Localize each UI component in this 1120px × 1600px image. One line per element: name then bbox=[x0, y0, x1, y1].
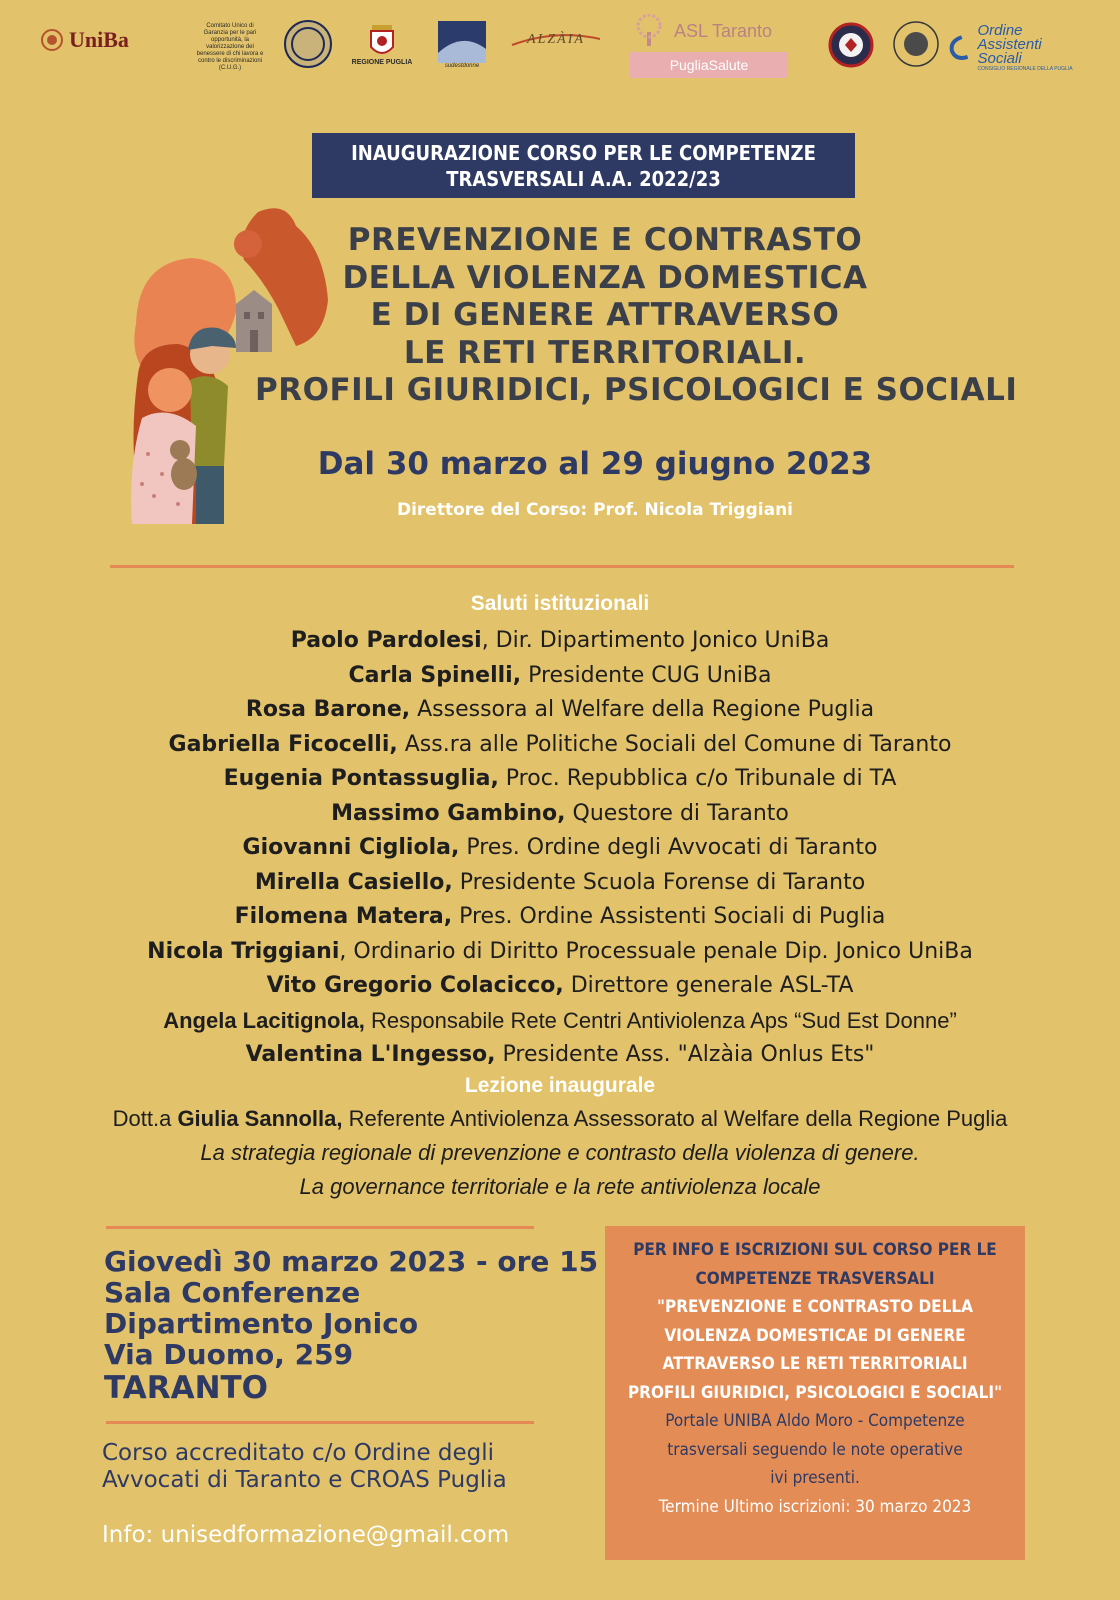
info-email[interactable]: Info: unisedformazione@gmail.com bbox=[102, 1522, 510, 1548]
speaker-row bbox=[0, 831, 1120, 866]
speaker-name: Nicola Triggiani bbox=[147, 938, 340, 964]
speaker-row bbox=[0, 797, 1120, 832]
cug-text: Comitato Unico di Garanzia per le pari opportunità, la valorizzazione del benessere di chi lavora e contro le discriminazioni (C.U.G.) bbox=[196, 22, 264, 71]
course-director: Direttore del Corso: Prof. Nicola Triggiani bbox=[396, 500, 793, 520]
speaker-row bbox=[0, 969, 1120, 1004]
event-address: Via Duomo, 259 bbox=[104, 1338, 354, 1371]
speaker-row bbox=[0, 728, 1120, 763]
event-city: TARANTO bbox=[104, 1370, 269, 1406]
alzaia-logo bbox=[508, 26, 604, 54]
cug-logo bbox=[194, 16, 266, 78]
scuola-forense-logo bbox=[892, 20, 940, 68]
accreditation-line2: Avvocati di Taranto e CROAS Puglia bbox=[102, 1467, 507, 1493]
ordine-line1: Ordine bbox=[977, 22, 1023, 39]
title-line: E DI GENERE ATTRAVERSO bbox=[370, 297, 840, 333]
uniba-wordmark: UniBa bbox=[69, 27, 129, 52]
lecture-topic-1: La strategia regionale di prevenzione e contrasto della violenza di genere. bbox=[200, 1140, 920, 1165]
speakers-list bbox=[0, 624, 1120, 1073]
speaker-name: Filomena Matera, bbox=[234, 904, 453, 929]
speaker-name: Gabriella Ficocelli, bbox=[168, 731, 398, 757]
regione-puglia-logo bbox=[344, 14, 420, 74]
speaker-name: Vito Gregorio Colacicco, bbox=[266, 973, 564, 998]
speaker-name: Mirella Casiello, bbox=[254, 869, 453, 895]
speaker-name: Giovanni Cigliola, bbox=[242, 835, 460, 860]
infobox-course-title: PROFILI GIURIDICI, PSICOLOGICI E SOCIALI" bbox=[627, 1382, 1003, 1403]
speaker-name: Paolo Pardolesi bbox=[290, 628, 482, 653]
lecture-block bbox=[0, 1102, 1120, 1204]
pugliasalute-label: PugliaSalute bbox=[669, 57, 749, 73]
title-line: LE RETI TERRITORIALI. bbox=[403, 334, 807, 371]
speaker-row bbox=[0, 693, 1120, 728]
lecturer-name: Giulia Sannolla, bbox=[177, 1106, 343, 1131]
accreditation-line1: Corso accreditato c/o Ordine degli bbox=[102, 1440, 495, 1466]
regione-crest-icon bbox=[368, 23, 396, 59]
infobox-course-title: VIOLENZA DOMESTICAE DI GENERE bbox=[664, 1325, 966, 1346]
speaker-row bbox=[0, 900, 1120, 935]
speaker-name: Angela Lacitignola, bbox=[163, 1007, 365, 1033]
speaker-name: Eugenia Pontassuglia, bbox=[223, 766, 499, 791]
infobox-portal-line: Portale UNIBA Aldo Moro - Competenze bbox=[665, 1411, 965, 1431]
boy-legs bbox=[196, 466, 224, 524]
divider-left-bottom bbox=[106, 1421, 534, 1424]
seal-icon bbox=[284, 20, 332, 68]
speaker-name: Carla Spinelli, bbox=[348, 662, 522, 688]
tree-icon bbox=[630, 14, 668, 48]
speaker-row bbox=[0, 1004, 1120, 1039]
course-dates: Dal 30 marzo al 29 giugno 2023 bbox=[317, 446, 873, 482]
ordine-assistenti-sociali-logo bbox=[948, 22, 1088, 72]
event-date-time: Giovedì 30 marzo 2023 - ore 15 bbox=[104, 1245, 599, 1278]
speaker-name: Massimo Gambino, bbox=[331, 800, 566, 826]
ordine-swirl-icon bbox=[948, 33, 976, 63]
pugliasalute-badge bbox=[630, 52, 788, 78]
sudestdonne-icon bbox=[438, 21, 486, 63]
speaker-row bbox=[0, 762, 1120, 797]
infobox-line: COMPETENZE TRASVERSALI bbox=[695, 1268, 935, 1289]
speaker-role: Direttore generale ASL-TA bbox=[563, 973, 854, 998]
speaker-row bbox=[0, 659, 1120, 694]
speaker-role: Ass.ra alle Politiche Sociali del Comune di Taranto bbox=[397, 731, 952, 757]
divider-left-top bbox=[106, 1226, 534, 1229]
speaker-row bbox=[0, 624, 1120, 659]
speaker-role: Presidente CUG UniBa bbox=[521, 662, 772, 688]
event-department: Dipartimento Jonico bbox=[104, 1307, 419, 1340]
banner-line2: TRASVERSALI A.A. 2022/23 bbox=[446, 166, 721, 191]
title-line: PREVENZIONE E CONTRASTO bbox=[347, 222, 863, 258]
title-line: PROFILI GIURIDICI, PSICOLOGICI E SOCIALI bbox=[255, 372, 1018, 408]
girl-head bbox=[148, 368, 192, 412]
lecturer-row bbox=[0, 1102, 1120, 1136]
speaker-role: Assessora al Welfare della Regione Puglia bbox=[410, 697, 875, 722]
uniba-logo bbox=[40, 22, 190, 58]
registration-info-box bbox=[605, 1226, 1025, 1560]
accreditation-note bbox=[102, 1440, 507, 1494]
event-title bbox=[255, 222, 1018, 410]
speaker-role: Responsabile Rete Centri Antiviolenza Aps “Sud Est Donne” bbox=[364, 1007, 957, 1033]
title-line: DELLA VIOLENZA DOMESTICA bbox=[342, 259, 868, 296]
lezione-heading: Lezione inaugurale bbox=[464, 1074, 656, 1097]
course-banner bbox=[312, 133, 855, 198]
divider-top bbox=[110, 565, 1014, 568]
sudestdonne-label: sudestdonne bbox=[444, 62, 480, 69]
infobox-portal-line: ivi presenti. bbox=[770, 1468, 860, 1488]
speaker-row bbox=[0, 935, 1120, 970]
boy-body bbox=[190, 376, 228, 466]
asl-label: ASL Taranto bbox=[674, 20, 773, 41]
infobox-course-title: ATTRAVERSO LE RETI TERRITORIALI bbox=[662, 1354, 968, 1374]
speaker-role: Presidente Scuola Forense di Taranto bbox=[452, 869, 866, 895]
infobox-line: PER INFO E ISCRIZIONI SUL CORSO PER LE bbox=[633, 1240, 997, 1260]
polizia-badge-logo bbox=[828, 22, 874, 68]
speaker-role: , Dir. Dipartimento Jonico UniBa bbox=[481, 628, 830, 653]
speaker-role: Questore di Taranto bbox=[565, 800, 789, 826]
speaker-row bbox=[0, 866, 1120, 901]
banner-line1: INAUGURAZIONE CORSO PER LE COMPETENZE bbox=[351, 140, 816, 165]
alzaia-label: ALZÀIA bbox=[527, 32, 585, 47]
speaker-name: Valentina L'Ingesso, bbox=[245, 1042, 496, 1067]
lecturer-prefix: Dott.a bbox=[112, 1106, 178, 1131]
lecture-topic-2: La governance territoriale e la rete antiviolenza locale bbox=[299, 1174, 821, 1199]
asl-row bbox=[630, 14, 772, 48]
event-room: Sala Conferenze bbox=[104, 1276, 361, 1309]
dipartimento-seal-logo bbox=[284, 20, 332, 68]
saluti-heading: Saluti istituzionali bbox=[470, 592, 650, 615]
speaker-role: , Ordinario di Diritto Processuale penale Dip. Jonico UniBa bbox=[339, 938, 973, 964]
regione-label: REGIONE PUGLIA bbox=[351, 58, 413, 66]
sudestdonne-logo bbox=[436, 16, 488, 74]
event-details bbox=[104, 1246, 598, 1406]
infobox-portal-line: trasversali seguendo le note operative bbox=[667, 1439, 963, 1460]
lecturer-role: Referente Antiviolenza Assessorato al Welfare della Regione Puglia bbox=[342, 1106, 1008, 1131]
ordine-sub: CONSIGLIO REGIONALE DELLA PUGLIA bbox=[977, 66, 1073, 72]
asl-taranto-logo bbox=[630, 14, 790, 78]
ordine-text bbox=[978, 24, 1089, 72]
forense-seal-icon bbox=[892, 20, 940, 68]
speaker-role: Presidente Ass. "Alzàia Onlus Ets" bbox=[495, 1042, 875, 1067]
speaker-row bbox=[0, 1038, 1120, 1073]
speaker-role: Pres. Ordine Assistenti Sociali di Puglia bbox=[452, 904, 886, 929]
badge-icon bbox=[828, 22, 874, 68]
infobox-deadline: Termine Ultimo iscrizioni: 30 marzo 2023 bbox=[658, 1496, 972, 1517]
speaker-role: Pres. Ordine degli Avvocati di Taranto bbox=[459, 835, 878, 860]
speaker-name: Rosa Barone, bbox=[245, 697, 411, 722]
speaker-role: Proc. Repubblica c/o Tribunale di TA bbox=[498, 766, 897, 791]
ordine-line2: Assistenti Sociali bbox=[977, 36, 1042, 67]
infobox-course-title: "PREVENZIONE E CONTRASTO DELLA bbox=[657, 1297, 973, 1317]
uniba-seal-icon bbox=[40, 28, 64, 52]
